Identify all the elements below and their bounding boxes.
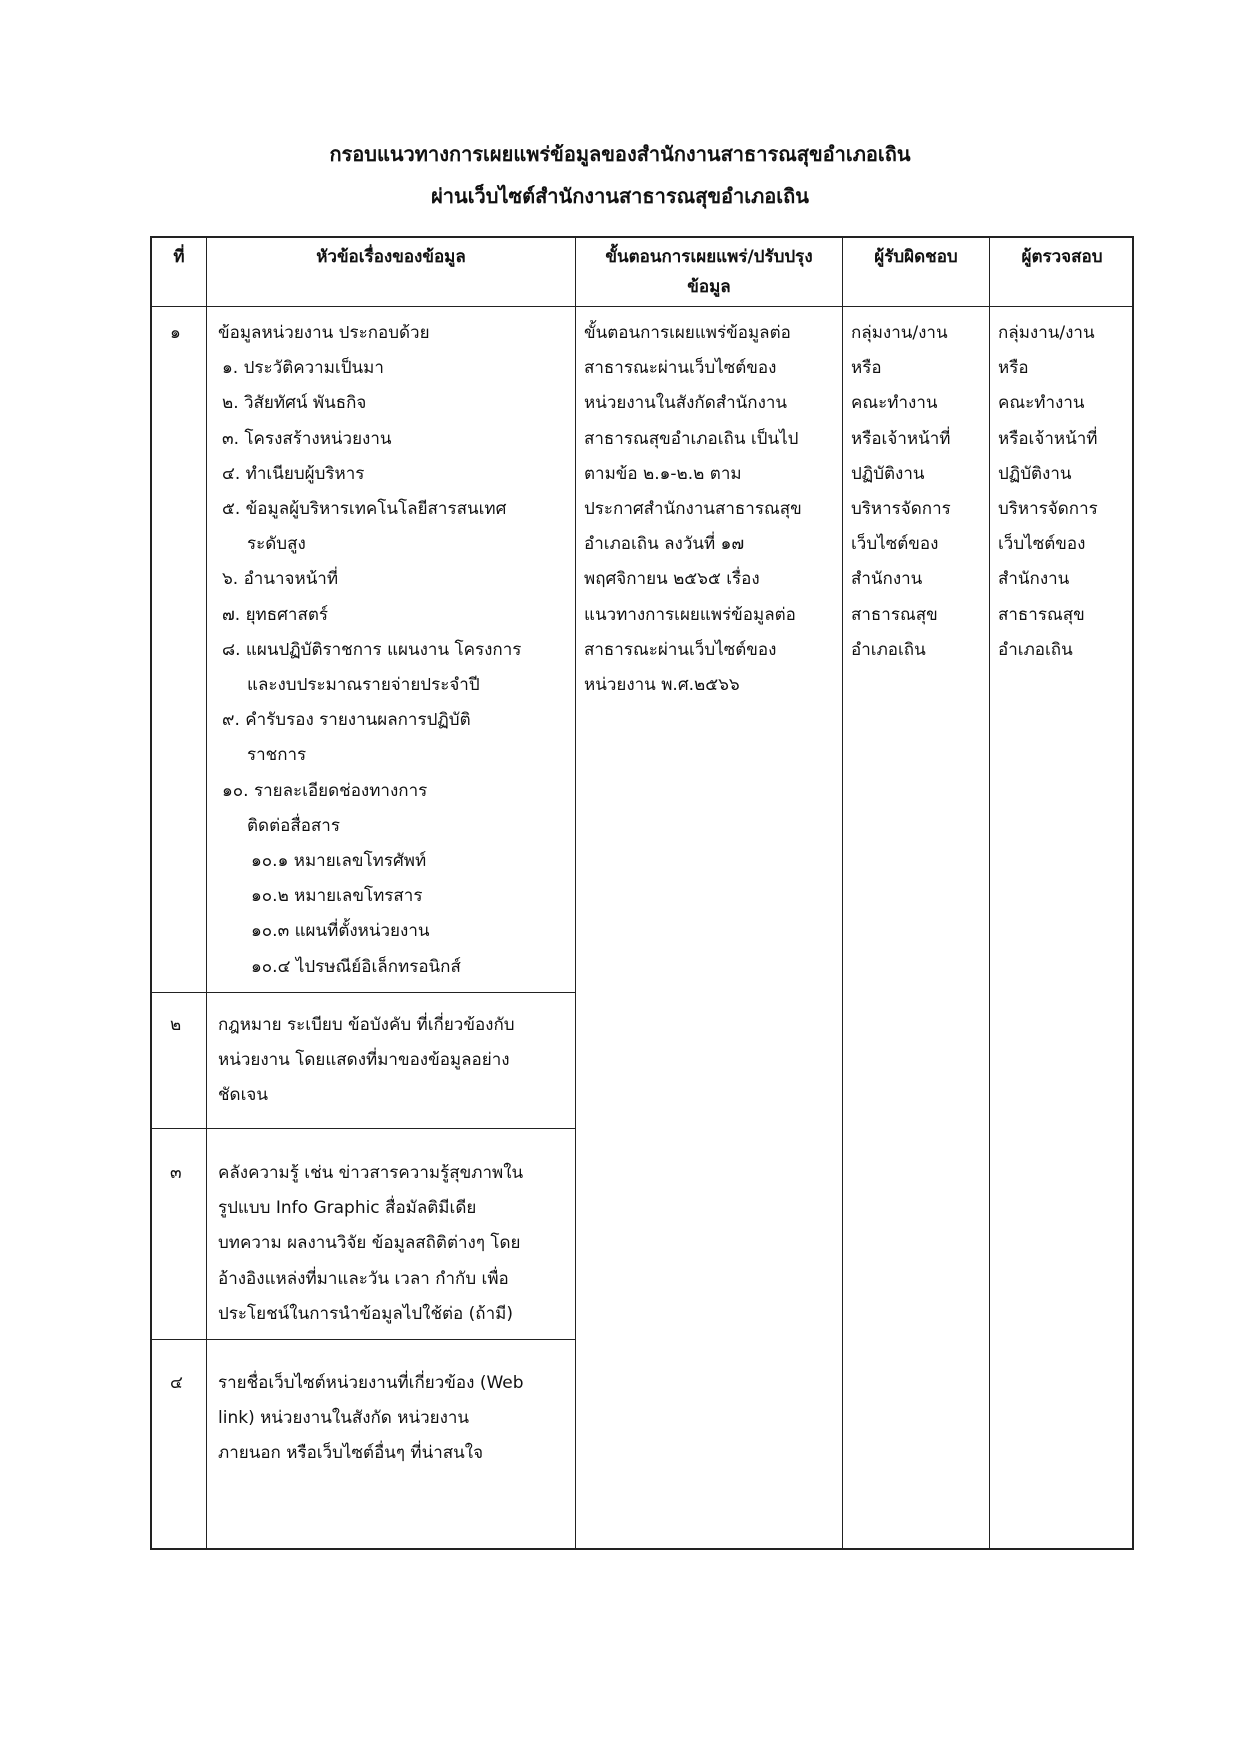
topic-line: อ้างอิงแหล่งที่มาและวัน เวลา กำกับ เพื่อ bbox=[218, 1268, 509, 1289]
reviewer-line: สาธารณสุข bbox=[998, 604, 1085, 625]
row-number: ๓ bbox=[170, 1163, 182, 1183]
reviewer-line: สำนักงาน bbox=[998, 569, 1070, 590]
process-line: แนวทางการเผยแพร่ข้อมูลต่อ bbox=[584, 604, 796, 625]
row-number: ๒ bbox=[170, 1015, 182, 1035]
topic-line: กฎหมาย ระเบียบ ข้อบังคับ ที่เกี่ยวข้องกับ bbox=[218, 1015, 515, 1035]
topic-line: ประโยชน์ในการนำข้อมูลไปใช้ต่อ (ถ้ามี) bbox=[218, 1303, 513, 1324]
process-line: หน่วยงานในสังกัดสำนักงาน bbox=[584, 393, 788, 414]
column-divider bbox=[575, 238, 576, 1548]
row-divider bbox=[152, 1128, 576, 1129]
row-divider bbox=[152, 992, 576, 993]
topic-line: ข้อมูลหน่วยงาน ประกอบด้วย bbox=[218, 323, 430, 343]
topic-cell bbox=[218, 1008, 515, 1114]
topic-line: และงบประมาณรายจ่ายประจำปี bbox=[247, 675, 480, 696]
process-line: สาธารณสุขอำเภอเถิน เป็นไป bbox=[584, 428, 799, 449]
responsible-line: คณะทำงาน bbox=[851, 393, 938, 414]
topic-line: ติดต่อสื่อสาร bbox=[247, 815, 340, 836]
process-line: ขั้นตอนการเผยแพร่ข้อมูลต่อ bbox=[584, 323, 791, 343]
topic-cell bbox=[218, 316, 521, 985]
topic-line: ๓. โครงสร้างหน่วยงาน bbox=[222, 428, 392, 449]
responsible-line: สำนักงาน bbox=[851, 569, 923, 590]
column-divider bbox=[206, 238, 207, 1548]
reviewer-line: หรือเจ้าหน้าที่ bbox=[998, 428, 1098, 449]
topic-line: รูปแบบ Info Graphic สื่อมัลติมีเดีย bbox=[218, 1198, 477, 1219]
topic-line: ราชการ bbox=[247, 745, 307, 766]
process-line: หน่วยงาน พ.ศ.๒๕๖๖ bbox=[584, 675, 740, 696]
row-divider bbox=[152, 1339, 576, 1340]
topic-line: ๔. ทำเนียบผู้บริหาร bbox=[222, 463, 365, 484]
row-number: ๔ bbox=[170, 1373, 183, 1393]
column-divider bbox=[842, 238, 843, 1548]
topic-line: ๑๐. รายละเอียดช่องทางการ bbox=[222, 780, 428, 801]
topic-line: link) หน่วยงานในสังกัด หน่วยงาน bbox=[218, 1408, 470, 1429]
topic-line: คลังความรู้ เช่น ข่าวสารความรู้สุขภาพใน bbox=[218, 1163, 524, 1183]
column-divider bbox=[989, 238, 990, 1548]
responsible-line: สาธารณสุข bbox=[851, 604, 938, 625]
reviewer-line: คณะทำงาน bbox=[998, 393, 1085, 414]
reviewer-line: หรือ bbox=[998, 358, 1029, 379]
responsible-line: หรือ bbox=[851, 358, 882, 379]
topic-line: ๘. แผนปฏิบัติราชการ แผนงาน โครงการ bbox=[222, 639, 522, 660]
process-line: พฤศจิกายน ๒๕๖๕ เรื่อง bbox=[584, 569, 760, 590]
topic-line: ๗. ยุทธศาสตร์ bbox=[222, 604, 329, 625]
topic-line: ชัดเจน bbox=[218, 1085, 268, 1106]
framework-table bbox=[150, 236, 1134, 1550]
topic-cell bbox=[218, 1366, 524, 1472]
topic-line: ๕. ข้อมูลผู้บริหารเทคโนโลยีสารสนเทศ bbox=[222, 499, 507, 520]
responsible-line: เว็บไซต์ของ bbox=[851, 534, 939, 555]
header-reviewer: ผู้ตรวจสอบ bbox=[1021, 247, 1103, 267]
topic-line: ๑. ประวัติความเป็นมา bbox=[222, 358, 384, 379]
reviewer-line: ปฏิบัติงาน bbox=[998, 463, 1072, 484]
topic-line: รายชื่อเว็บไซต์หน่วยงานที่เกี่ยวข้อง (Web bbox=[218, 1373, 524, 1393]
topic-line: ๙. คำรับรอง รายงานผลการปฏิบัติ bbox=[222, 710, 471, 731]
responsible-line: อำเภอเถิน bbox=[851, 639, 926, 660]
topic-line: บทความ ผลงานวิจัย ข้อมูลสถิติต่างๆ โดย bbox=[218, 1233, 521, 1254]
reviewer-line: บริหารจัดการ bbox=[998, 499, 1098, 520]
header-divider bbox=[152, 306, 1134, 307]
reviewer-cell bbox=[998, 316, 1098, 668]
topic-line: ๖. อำนาจหน้าที่ bbox=[222, 569, 339, 590]
responsible-line: กลุ่มงาน/งาน bbox=[851, 323, 948, 343]
responsible-cell bbox=[851, 316, 951, 668]
responsible-line: ปฏิบัติงาน bbox=[851, 463, 925, 484]
process-line: ประกาศสำนักงานสาธารณสุข bbox=[584, 499, 802, 520]
process-line: สาธารณะผ่านเว็บไซต์ของ bbox=[584, 358, 777, 379]
row-number: ๑ bbox=[170, 323, 181, 343]
process-line: อำเภอเถิน ลงวันที่ ๑๗ bbox=[584, 534, 745, 555]
topic-line: ๑๐.๒ หมายเลขโทรสาร bbox=[251, 886, 423, 907]
document-title: กรอบแนวทางการเผยแพร่ข้อมูลของสำนักงานสาธารณสุขอำเภอเถิน bbox=[329, 142, 911, 166]
header-process: ขั้นตอนการเผยแพร่/ปรับปรุงข้อมูล bbox=[605, 247, 813, 297]
responsible-line: หรือเจ้าหน้าที่ bbox=[851, 428, 951, 449]
topic-line: หน่วยงาน โดยแสดงที่มาของข้อมูลอย่าง bbox=[218, 1050, 510, 1071]
topic-line: ระดับสูง bbox=[247, 534, 306, 555]
topic-line: ๑๐.๔ ไปรษณีย์อิเล็กทรอนิกส์ bbox=[251, 956, 461, 977]
process-line: ตามข้อ ๒.๑-๒.๒ ตาม bbox=[584, 463, 742, 484]
reviewer-line: กลุ่มงาน/งาน bbox=[998, 323, 1095, 343]
header-responsible: ผู้รับผิดชอบ bbox=[874, 247, 958, 267]
topic-line: ๑๐.๓ แผนที่ตั้งหน่วยงาน bbox=[251, 921, 430, 942]
document-subtitle: ผ่านเว็บไซต์สำนักงานสาธารณสุขอำเภอเถิน bbox=[431, 184, 809, 208]
responsible-line: บริหารจัดการ bbox=[851, 499, 951, 520]
reviewer-line: อำเภอเถิน bbox=[998, 639, 1073, 660]
header-no: ที่ bbox=[173, 247, 185, 267]
topic-line: ๑๐.๑ หมายเลขโทรศัพท์ bbox=[251, 851, 427, 872]
topic-cell bbox=[218, 1156, 523, 1332]
process-line: สาธารณะผ่านเว็บไซต์ของ bbox=[584, 639, 777, 660]
topic-line: ๒. วิสัยทัศน์ พันธกิจ bbox=[222, 393, 367, 414]
reviewer-line: เว็บไซต์ของ bbox=[998, 534, 1086, 555]
process-cell bbox=[584, 316, 802, 703]
header-topic: หัวข้อเรื่องของข้อมูล bbox=[316, 247, 466, 267]
topic-line: ภายนอก หรือเว็บไซต์อื่นๆ ที่น่าสนใจ bbox=[218, 1443, 484, 1464]
